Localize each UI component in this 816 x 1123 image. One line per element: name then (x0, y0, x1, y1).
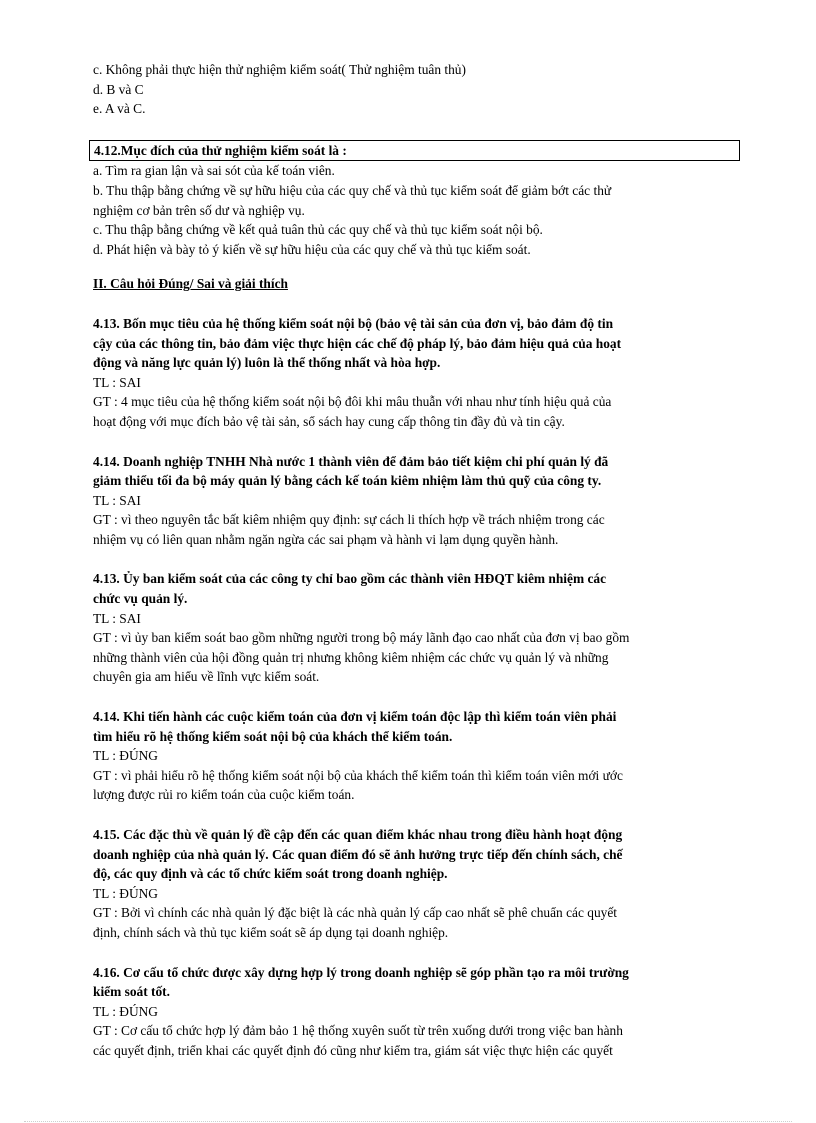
explanation: lượng được rủi ro kiểm toán của cuộc kiểm toán. (93, 787, 355, 803)
question-4-12 (93, 140, 738, 260)
question-text: 4.14. Doanh nghiệp TNHH Nhà nước 1 thành viên để đảm bảo tiết kiệm chi phí quản lý đã (93, 453, 609, 469)
explanation: chuyên gia am hiểu về lĩnh vực kiểm soát. (93, 669, 320, 685)
explanation: GT : vì ủy ban kiểm soát bao gồm những người trong bộ máy lãnh đạo cao nhất của đơn vị bao gồm (93, 630, 630, 646)
option-c: c. Thu thập bằng chứng về kết quả tuân thủ các quy chế và thủ tục kiểm soát nội bộ. (93, 222, 543, 238)
explanation: GT : Bởi vì chính các nhà quản lý đặc biệt là các nhà quản lý cấp cao nhất sẽ phê chuẩn các quyết (93, 905, 618, 921)
explanation: những thành viên của hội đồng quản trị nhưng không kiêm nhiệm các chức vụ quản lý và những (93, 649, 609, 665)
option-b-cont: nghiệm cơ bản trên số dư và nghiệp vụ. (93, 202, 305, 218)
question-text: 4.13. Bốn mục tiêu của hệ thống kiểm soát nội bộ (bảo vệ tài sản của đơn vị, bảo đảm độ tin (93, 315, 614, 331)
question-text: 4.14. Khi tiến hành các cuộc kiểm toán của đơn vị kiểm toán độc lập thì kiểm toán viên phải (93, 709, 617, 725)
answer: TL : SAI (93, 374, 141, 390)
option-d: d. Phát hiện và bày tỏ ý kiến về sự hữu hiệu của các quy chế và thủ tục kiểm soát. (93, 241, 531, 257)
question-block (93, 314, 738, 432)
answer: TL : ĐÚNG (93, 885, 158, 901)
explanation: GT : vì phải hiểu rõ hệ thống kiểm soát nội bộ của khách thể kiểm toán thì kiểm toán viên mới ước (93, 767, 623, 783)
question-4-12-title: 4.12.Mục đích của thử nghiệm kiểm soát là : (89, 140, 740, 162)
question-text: động và năng lực quản lý) luôn là thể thống nhất và hòa hợp. (93, 355, 441, 371)
question-text: tìm hiểu rõ hệ thống kiểm soát nội bộ của khách thể kiểm toán. (93, 728, 453, 744)
question-block (93, 825, 738, 943)
question-text: giảm thiểu tối đa bộ máy quản lý bằng cách kế toán kiêm nhiệm làm thủ quỹ của công ty. (93, 473, 602, 489)
question-text: độ, các quy định và các tổ chức kiểm soát trong doanh nghiệp. (93, 866, 448, 882)
explanation: GT : vì theo nguyên tắc bất kiêm nhiệm quy định: sự cách li thích hợp về trách nhiệm trong các (93, 512, 605, 528)
explanation: hoạt động với mục đích bảo vệ tài sản, sổ sách hay cung cấp thông tin đầy đủ và tin cậy. (93, 413, 565, 429)
question-text: 4.13. Ủy ban kiểm soát của các công ty chỉ bao gồm các thành viên HĐQT kiêm nhiệm các (93, 571, 607, 587)
section-heading: II. Câu hỏi Đúng/ Sai và giải thích (93, 276, 288, 292)
explanation: GT : Cơ cấu tổ chức hợp lý đảm bảo 1 hệ thống xuyên suốt từ trên xuống dưới trong việc ban hành (93, 1023, 623, 1039)
answer: TL : SAI (93, 492, 141, 508)
explanation: các quyết định, triển khai các quyết định đó cũng như kiểm tra, giám sát việc thực hiện các quyết (93, 1042, 613, 1058)
question-block (93, 452, 738, 550)
question-block (93, 569, 738, 687)
option-a: a. Tìm ra gian lận và sai sót của kế toán viên. (93, 163, 335, 179)
option-b: b. Thu thập bằng chứng về sự hữu hiệu của các quy chế và thủ tục kiểm soát để giảm bớt các thử (93, 182, 612, 198)
option-e: e. A và C. (93, 101, 146, 117)
explanation: nhiệm vụ có liên quan nhằm ngăn ngừa các sai phạm và hành vi lạm dụng quyền hành. (93, 531, 559, 547)
question-text: doanh nghiệp của nhà quản lý. Các quan điểm đó sẽ ảnh hưởng trực tiếp đến chính sách, chế (93, 846, 623, 862)
question-text: 4.16. Cơ cấu tổ chức được xây dựng hợp lý trong doanh nghiệp sẽ góp phần tạo ra môi trường (93, 964, 629, 980)
question-block (93, 963, 738, 1061)
explanation: GT : 4 mục tiêu của hệ thống kiểm soát nội bộ đôi khi mâu thuẫn với nhau như tính hiệu quả của (93, 394, 612, 410)
explanation: định, chính sách và thủ tục kiểm soát sẽ áp dụng tại doanh nghiệp. (93, 924, 449, 940)
document-page (93, 60, 738, 1061)
option-d: d. B và C (93, 81, 144, 97)
question-block (93, 707, 738, 805)
question-text: 4.15. Các đặc thù về quản lý đề cập đến các quan điểm khác nhau trong điều hành hoạt động (93, 827, 623, 842)
page-bottom-divider (24, 1121, 792, 1122)
question-text: kiểm soát tốt. (93, 984, 170, 1000)
answer: TL : ĐÚNG (93, 748, 158, 764)
answer: TL : SAI (93, 610, 141, 626)
previous-question-options (93, 60, 738, 119)
option-c: c. Không phải thực hiện thử nghiệm kiểm soát( Thử nghiệm tuân thủ) (93, 62, 466, 77)
answer: TL : ĐÚNG (93, 1003, 158, 1019)
question-text: chức vụ quản lý. (93, 591, 188, 607)
question-text: cậy của các thông tin, bảo đảm việc thực hiện các chế độ pháp lý, bảo đảm hiệu quả của hoạt (93, 335, 622, 351)
